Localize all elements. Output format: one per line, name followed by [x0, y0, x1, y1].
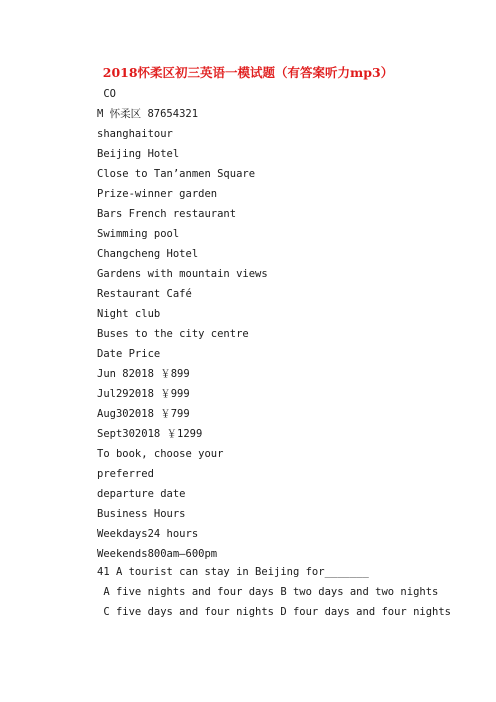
text-line: Business Hours [97, 508, 186, 520]
text-line: Jun 82018 ￥899 [97, 368, 190, 380]
question-stem: 41 A tourist can stay in Beijing for_______ [97, 566, 369, 578]
document-title: 2018怀柔区初三英语一模试题（有答案听力mp3） [102, 65, 394, 80]
text-line: Swimming pool [97, 228, 180, 240]
text-line: Changcheng Hotel [97, 248, 199, 260]
text-line: Weekends800am—600pm [97, 548, 218, 560]
text-line: Jul292018 ￥999 [97, 388, 190, 400]
advert-text-lines [97, 84, 268, 564]
text-line: M 怀柔区 87654321 [97, 108, 199, 120]
text-line: CO [97, 88, 116, 100]
question-41 [97, 562, 451, 622]
text-line: Night club [97, 308, 161, 320]
question-options-ab: A five nights and four days B two days and two nights [97, 586, 439, 598]
text-line: departure date [97, 488, 186, 500]
text-line: Buses to the city centre [97, 328, 249, 340]
text-line: Aug302018 ￥799 [97, 408, 190, 420]
text-line: Sept302018 ￥1299 [97, 428, 203, 440]
text-line: Bars French restaurant [97, 208, 237, 220]
text-line: shanghaitour [97, 128, 173, 140]
text-line: Prize-winner garden [97, 188, 218, 200]
text-line: Gardens with mountain views [97, 268, 268, 280]
text-line: To book, choose your [97, 448, 224, 460]
text-line: preferred [97, 468, 154, 480]
text-line: Weekdays24 hours [97, 528, 199, 540]
text-line: Beijing Hotel [97, 148, 180, 160]
text-line: Date Price [97, 348, 161, 360]
text-line: Restaurant Café [97, 288, 192, 300]
question-options-cd: C five days and four nights D four days and four nights [97, 606, 452, 618]
text-line: Close to Tan’anmen Square [97, 168, 256, 180]
